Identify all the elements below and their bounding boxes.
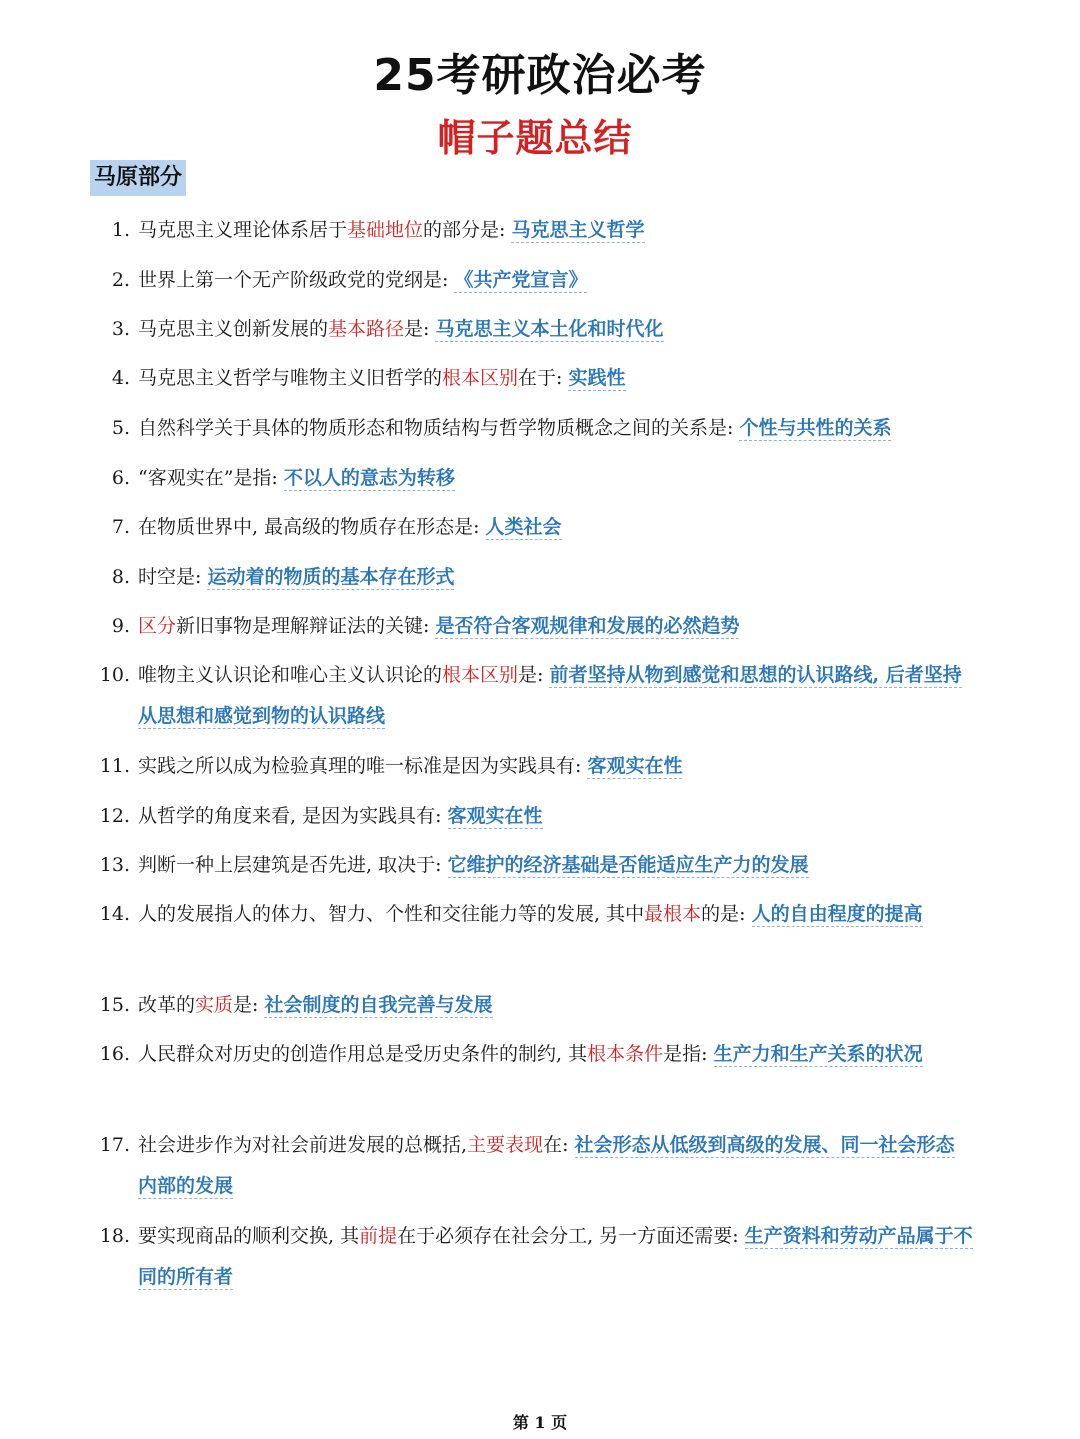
- item-number: 11.: [99, 755, 130, 777]
- section-label: 马原部分: [90, 160, 186, 196]
- question-text: 世界上第一个无产阶级政党的党纲是:: [138, 269, 455, 291]
- item-text: [138, 796, 973, 837]
- answer-text: 生产资料和劳动产品属于不同的所有者: [138, 1225, 973, 1288]
- item-number: 15.: [99, 994, 130, 1016]
- keyword-highlight: 根本区别: [442, 367, 519, 389]
- question-text: 的是:: [701, 903, 752, 925]
- question-text: 社会进步作为对社会前进发展的总概括,: [138, 1134, 468, 1156]
- item-text: [138, 507, 973, 548]
- answer-text: 马克思主义哲学: [511, 219, 645, 241]
- list-item: [90, 507, 990, 548]
- answer-text: 人类社会: [485, 516, 562, 538]
- item-text: [138, 210, 973, 251]
- answer-text: 社会制度的自我完善与发展: [264, 994, 493, 1016]
- item-text: [138, 1216, 973, 1298]
- item-number: 14.: [99, 903, 130, 925]
- question-text: 是:: [233, 994, 265, 1016]
- item-number: 6.: [111, 467, 130, 489]
- question-text: “客观实在”是指:: [138, 467, 284, 489]
- item-number: 4.: [111, 367, 130, 389]
- answer-text: 社会形态从低级到高级的发展、同一社会形态内部的发展: [138, 1134, 955, 1197]
- list-item: [90, 606, 990, 647]
- answer-text: 生产力和生产关系的状况: [713, 1043, 923, 1065]
- answer-text: 个性与共性的关系: [739, 417, 892, 439]
- answer-text: 运动着的物质的基本存在形式: [207, 566, 455, 588]
- question-text: 人的发展指人的体力、智力、个性和交往能力等的发展, 其中: [138, 903, 645, 925]
- item-text: [138, 894, 973, 935]
- keyword-highlight: 基础地位: [347, 219, 424, 241]
- item-text: [138, 1034, 973, 1075]
- question-text: 在物质世界中, 最高级的物质存在形态是:: [138, 516, 486, 538]
- answer-text: 是否符合客观规律和发展的必然趋势: [435, 615, 740, 637]
- list-item: [90, 458, 990, 499]
- question-text: 马克思主义哲学与唯物主义旧哲学的: [138, 367, 443, 389]
- question-text: 在:: [543, 1134, 575, 1156]
- list-item: [90, 796, 990, 837]
- question-text: 判断一种上层建筑是否先进, 取决于:: [138, 854, 448, 876]
- list-item: [90, 655, 990, 737]
- item-number: 7.: [111, 516, 130, 538]
- item-text: [138, 606, 973, 647]
- answer-text: 实践性: [568, 367, 626, 389]
- answer-text: 客观实在性: [447, 805, 543, 827]
- answer-text: 人的自由程度的提高: [751, 903, 923, 925]
- item-number: 12.: [99, 805, 130, 827]
- question-text: 要实现商品的顺利交换, 其: [138, 1225, 360, 1247]
- question-text: 是:: [404, 318, 436, 340]
- item-text: [138, 458, 973, 499]
- answer-text: 马克思主义本土化和时代化: [435, 318, 664, 340]
- keyword-highlight: 根本区别: [442, 664, 519, 686]
- item-number: 3.: [111, 318, 130, 340]
- item-number: 9.: [111, 615, 130, 637]
- list-item: [90, 1034, 990, 1075]
- question-text: 马克思主义理论体系居于: [138, 219, 348, 241]
- answer-text: 不以人的意志为转移: [283, 467, 455, 489]
- keyword-highlight: 最根本: [644, 903, 702, 925]
- question-text: 的部分是:: [423, 219, 512, 241]
- keyword-highlight: 前提: [359, 1225, 398, 1247]
- answer-text: 它维护的经济基础是否能适应生产力的发展: [447, 854, 809, 876]
- list-item: [90, 260, 990, 301]
- page-title: 25考研政治必考: [373, 50, 707, 101]
- item-number: 13.: [99, 854, 130, 876]
- question-text: 新旧事物是理解辩证法的关键:: [176, 615, 436, 637]
- list-item: [90, 557, 990, 598]
- item-text: [138, 408, 973, 449]
- list-item: [90, 845, 990, 886]
- question-text: 人民群众对历史的创造作用总是受历史条件的制约, 其: [138, 1043, 588, 1065]
- question-text: 时空是:: [138, 566, 208, 588]
- item-number: 18.: [99, 1225, 130, 1247]
- item-number: 5.: [111, 417, 130, 439]
- item-text: [138, 260, 973, 301]
- item-number: 16.: [99, 1043, 130, 1065]
- item-text: [138, 1125, 973, 1207]
- list-item: [90, 1216, 990, 1298]
- page-number: 第 1 页: [512, 1413, 568, 1432]
- keyword-highlight: 主要表现: [467, 1134, 544, 1156]
- keyword-highlight: 实质: [195, 994, 234, 1016]
- answer-text: 《共产党宣言》: [454, 269, 588, 291]
- list-item: [90, 358, 990, 399]
- question-text: 是指:: [663, 1043, 714, 1065]
- question-text: 在于必须存在社会分工, 另一方面还需要:: [397, 1225, 745, 1247]
- question-text: 马克思主义创新发展的: [138, 318, 329, 340]
- item-number: 2.: [111, 269, 130, 291]
- item-number: 8.: [111, 566, 130, 588]
- question-text: 在于:: [518, 367, 569, 389]
- item-text: [138, 985, 973, 1026]
- list-item: [90, 210, 990, 251]
- list-item: [90, 1125, 990, 1207]
- keyword-highlight: 根本条件: [587, 1043, 664, 1065]
- list-item: [90, 408, 990, 449]
- answer-text: 客观实在性: [587, 755, 683, 777]
- keyword-highlight: 基本路径: [328, 318, 405, 340]
- item-text: [138, 309, 973, 350]
- item-number: 17.: [99, 1134, 130, 1156]
- question-text: 实践之所以成为检验真理的唯一标准是因为实践具有:: [138, 755, 588, 777]
- question-text: 自然科学关于具体的物质形态和物质结构与哲学物质概念之间的关系是:: [138, 417, 740, 439]
- item-number: 10.: [99, 664, 130, 686]
- list-item: [90, 985, 990, 1026]
- keyword-highlight: 区分: [138, 615, 177, 637]
- question-text: 是:: [518, 664, 550, 686]
- question-text: 唯物主义认识论和唯心主义认识论的: [138, 664, 443, 686]
- list-item: [90, 746, 990, 787]
- question-text: 从哲学的角度来看, 是因为实践具有:: [138, 805, 448, 827]
- item-text: [138, 655, 973, 737]
- item-number: 1.: [111, 219, 130, 241]
- item-text: [138, 845, 973, 886]
- item-text: [138, 557, 973, 598]
- list-item: [90, 309, 990, 350]
- answer-text: 前者坚持从物到感觉和思想的认识路线, 后者坚持从思想和感觉到物的认识路线: [138, 664, 962, 727]
- item-text: [138, 746, 973, 787]
- question-text: 改革的: [138, 994, 196, 1016]
- page-subtitle: 帽子题总结: [437, 116, 633, 160]
- item-text: [138, 358, 973, 399]
- list-item: [90, 894, 990, 935]
